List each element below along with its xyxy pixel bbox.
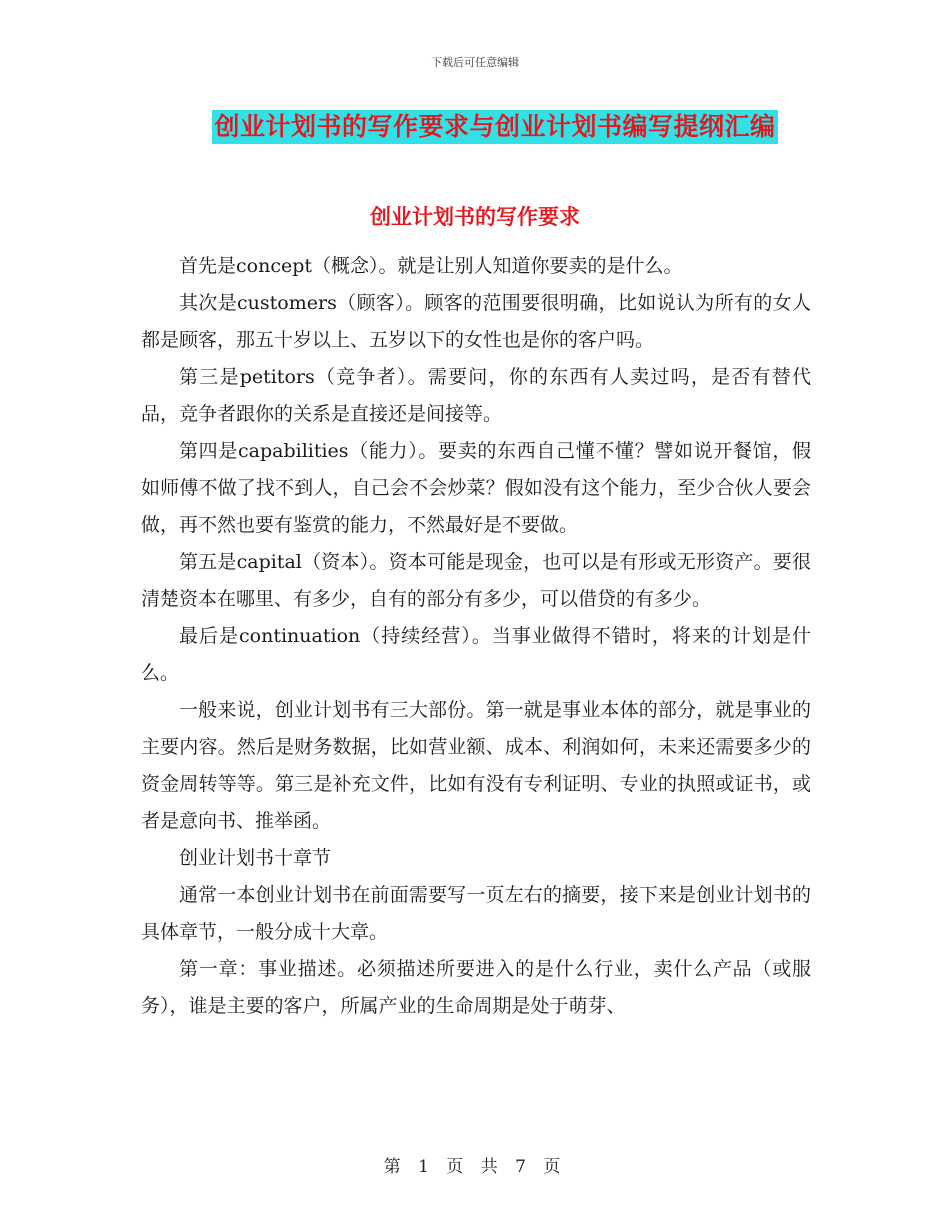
paragraph-competitors: 第三是petitors（竞争者）。需要问，你的东西有人卖过吗，是否有替代品，竞争者跟你的关系是直接还是间接等。: [141, 366, 811, 425]
paragraph-capabilities: 第四是capabilities（能力）。要卖的东西自己懂不懂？譬如说开餐馆，假如师傅不做了找不到人，自己会不会炒菜？假如没有这个能力，至少合伙人要会做，再不然也要有鉴赏的能力，不然最好是不要做。: [141, 440, 811, 536]
document-title-container: [0, 110, 950, 144]
paragraph-summary-note: 通常一本创业计划书在前面需要写一页左右的摘要，接下来是创业计划书的具体章节，一般分成十大章。: [141, 884, 811, 943]
paragraph-capital: 第五是capital（资本）。资本可能是现金，也可以是有形或无形资产。要很清楚资本在哪里、有多少，自有的部分有多少，可以借贷的有多少。: [141, 551, 811, 610]
paragraph-customers: 其次是customers（顾客）。顾客的范围要很明确，比如说认为所有的女人都是顾客，那五十岁以上、五岁以下的女性也是你的客户吗。: [141, 292, 811, 351]
paragraph-concept: 首先是concept（概念）。就是让别人知道你要卖的是什么。: [179, 255, 683, 277]
page-header-note: 下载后可任意编辑: [431, 56, 519, 69]
document-body: [141, 248, 811, 1025]
paragraph-ten-chapters-heading: 创业计划书十章节: [179, 847, 332, 869]
paragraph-three-parts: 一般来说，创业计划书有三大部份。第一就是事业本体的部分，就是事业的主要内容。然后是财务数据，比如营业额、成本、利润如何，未来还需要多少的资金周转等等。第三是补充文件，比如有没有专利证明、专业的执照或证书，或者是意向书、推举函。: [141, 699, 811, 832]
paragraph-continuation: 最后是continuation（持续经营）。当事业做得不错时，将来的计划是什么。: [141, 625, 811, 684]
document-title: 创业计划书的写作要求与创业计划书编写提纲汇编: [212, 110, 777, 144]
paragraph-chapter-one: 第一章：事业描述。必须描述所要进入的是什么行业，卖什么产品（或服务），谁是主要的客户，所属产业的生命周期是处于萌芽、: [141, 958, 811, 1017]
page-number-footer: 第 1 页 共 7 页: [383, 1157, 567, 1177]
section-heading: 创业计划书的写作要求: [370, 204, 580, 229]
